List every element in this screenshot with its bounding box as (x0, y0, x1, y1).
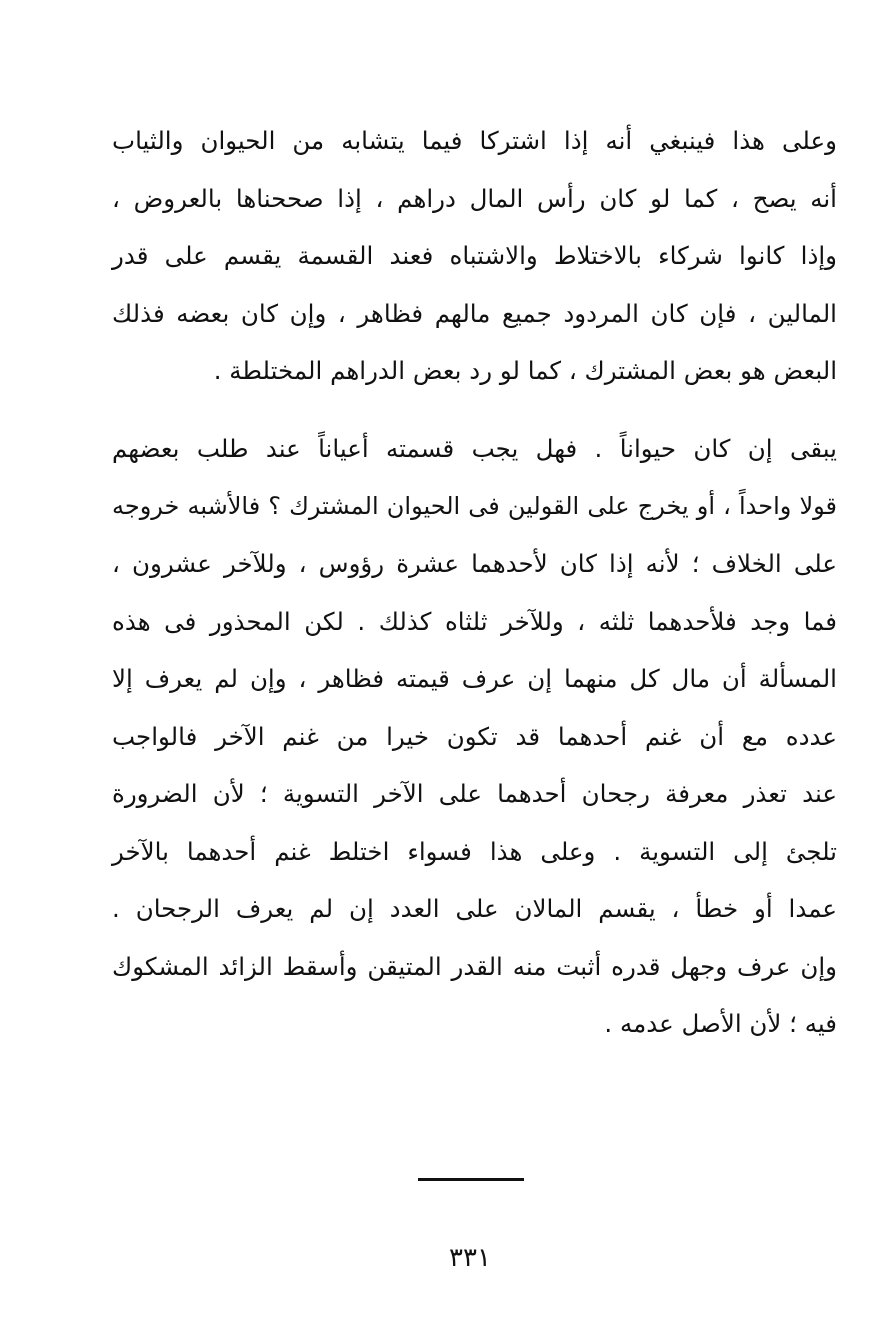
text-line: وإذا كانوا شركاء بالاختلاط والاشتباه فعند القسمة يقسم على قدر (112, 241, 837, 270)
text-line: المسألة أن مال كل منهما إن عرف قيمته فظاهر ، وإن لم يعرف إلا (112, 664, 837, 693)
text-line: فما وجد فلأحدهما ثلثه ، وللآخر ثلثاه كذلك . لكن المحذور فى هذه (112, 606, 837, 636)
text-line: وعلى هذا فينبغي أنه إذا اشتركا فيما يتشابه من الحيوان والثياب (112, 126, 837, 155)
text-line: عند تعذر معرفة رجحان أحدهما على الآخر التسوية ؛ لأن الضرورة (112, 779, 837, 808)
text-line: وإن عرف وجهل قدره أثبت منه القدر المتيقن وأسقط الزائد المشكوك (112, 951, 837, 981)
text-line: فيه ؛ لأن الأصل عدمه . (604, 1009, 837, 1038)
footer-divider (418, 1178, 524, 1181)
text-line: البعض هو بعض المشترك ، كما لو رد بعض الدراهم المختلطة . (213, 356, 837, 385)
paragraph-2 (112, 420, 837, 1053)
page-number: ٣٣١ (449, 1243, 491, 1273)
text-line: عمدا أو خطأ ، يقسم المالان على العدد إن لم يعرف الرجحان . (112, 894, 837, 923)
text-line: عدده مع أن غنم أحدهما قد تكون خيرا من غنم الآخر فالواجب (112, 721, 837, 751)
paragraph-1 (112, 112, 837, 400)
text-line: قولا واحداً ، أو يخرج على القولين فى الحيوان المشترك ؟ فالأشبه خروجه (112, 491, 837, 520)
text-line: أنه يصح ، كما لو كان رأس المال دراهم ، إذا صححناها بالعروض ، (112, 183, 837, 213)
text-line: المالين ، فإن كان المردود جميع مالهم فظاهر ، وإن كان بعضه فذلك (112, 298, 837, 328)
text-line: تلجئ إلى التسوية . وعلى هذا فسواء اختلط غنم أحدهما بالآخر (112, 836, 837, 866)
text-line: يبقى إن كان حيواناً . فهل يجب قسمته أعياناً عند طلب بعضهم (112, 434, 837, 463)
text-line: على الخلاف ؛ لأنه إذا كان لأحدهما عشرة رؤوس ، وللآخر عشرون ، (112, 549, 837, 578)
